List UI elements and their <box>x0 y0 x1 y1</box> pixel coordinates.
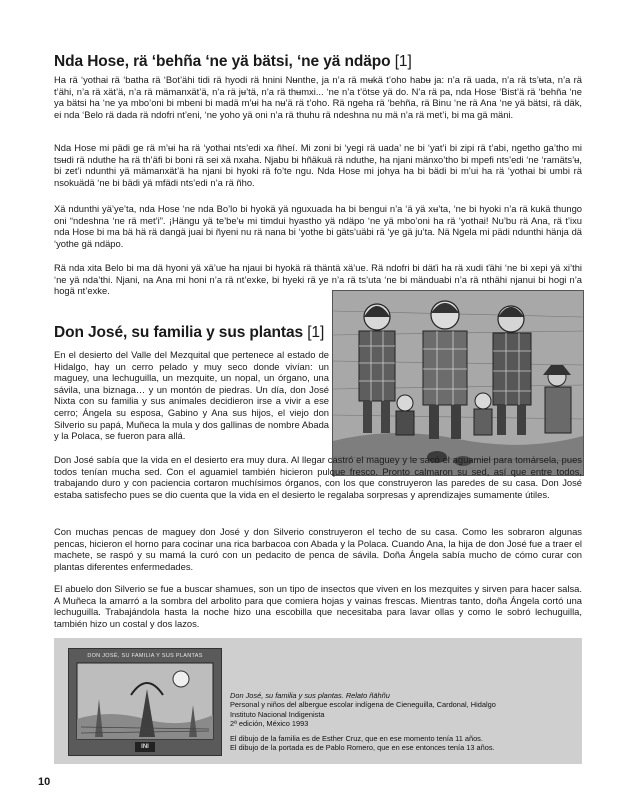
section1-paragraph-4: Rä nda xita Belo bi ma dä hyoni yä xä’ue ha njaui bi hyokä rä thäntä xä’ue. Rä ndofri bi däťi ha rä xudi ťähi ‘ne bi xepi yä xi’thi ‘ne yä nda’thi. Njani, na Ana mi honi n’a rä nt’exke, bi hyeki rä ye n’a rä ts’uta ‘ne bi mänduabi n’a rä nthähi njanui bi hogi n’a hogä nt’exke. <box>54 262 582 297</box>
book-citation-line-3: 2ª edición, México 1993 <box>230 719 309 729</box>
section2-title <box>54 324 324 342</box>
book-citation-title: Don José, su familia y sus plantas. Relato ñähñu <box>230 691 390 700</box>
book-credit-line-2: El dibujo de la portada es de Pablo Romero, que en ese entonces tenía 13 años. <box>230 743 495 753</box>
book-cover-title: DON JOSÉ, SU FAMILIA Y SUS PLANTAS <box>87 653 203 659</box>
section1-paragraph-2: Nda Hose mi pädi ge rä m’ʉi ha rä ‘yothai nts’edi xa ñheí. Mi zoni bi ‘yegi rä uada’ ne bi ‘yat’i bi zipi rä t’abi, ngetho ga’tho mi tsʉdi rä nduthe ha rä th’äfi bi boni rä sei xä nxaha. Njabu bi hñäkuä rä nduthe, ha njani mänxo’tho bi mpefi nts’edi ‘ne ‘ramäts’ʉ, bi zet’i ndunthi yä mämanxät’ä ha njani bi hyoki rä fo’te ngu. Nda Hose mi johya ha bi bädi bi m’ui ha rä ‘yothai bi umbi rä nsokuädä ‘ne bi bädi yä mfädi nts’edi n’a rä ñho. <box>54 142 582 188</box>
book-cover-image <box>68 648 222 756</box>
section1-title-text: Nda Hose, rä ‘behña ‘ne yä bätsi, ‘ne yä ndäpo <box>54 53 391 70</box>
section1-paragraph-1: Ha rä ‘yothai rä ‘batha rä ‘Bot’ähi tidi rä hyodi rä hnini Nʉnthe, ja n’a rä mʉkä t’oho habʉ ja: n’a rä uada, n’a rä ts’ʉta, n’a rä t’ähi, n’a rä xät’ä, n’a rä mämanxät’ä, n’a rä jʉ’tä, n’a rä thʉmxi... ‘ne n’a t’ötse yä do. N’a rä pa, nda Hose ‘Bist’ä rä ‘behña ‘ne ya bätsi ha ‘ne ya mbo’oni bi mbeni bi madä m’ʉi ha nʉ’ä rä t’oho. Rä ngeha rä ‘behña, rä Binu ‘ne rä Ana ‘ne yä bätsi, rä däk, ei nda ‘Belo rä dada rä ndofri nt’eni, ‘ne yoho yä oni n’a rä thuhu rä ndeshna nu mä n’a rä met’i, bi ma gä mäni. <box>54 74 582 120</box>
book-citation-line-2: Instituto Nacional Indigenista <box>230 709 325 719</box>
section2-reference: [1] <box>307 324 325 341</box>
section2-paragraph-3: Con muchas pencas de maguey don José y don Silverio construyeron el techo de su casa. Como les sobraron algunas pencas, hicieron el horno para cocinar una rica barbacoa con Abada y la Polaca. Cuando Ana, la hija de don José fue a traer el machete, se raspó y su mamá la curó con un pedacito de penca de sávila. Doña Ángela sabía mucho de cómo curar con plantas diferentes enfermedades. <box>54 526 582 572</box>
section2-paragraph-4: El abuelo don Silverio se fue a buscar shamues, son un tipo de insectos que viven en los mezquites y sirven para hacer salsa. A Muñeca la amarró a la sombra del arbolito para que comiera hojas y vainas frescas. Mientras tanto, doña Ángela cortó una lechuguilla. Trabajándola hasta la noche hizo una escobilla que necesitaba para lavar ollas y como le sobró lechuguilla, también hizo un costal y dos lazos. <box>54 583 582 629</box>
section1-title <box>54 53 412 71</box>
section1-reference: [1] <box>394 53 412 70</box>
book-cover-illustration <box>69 649 221 755</box>
section2-title-text: Don José, su familia y sus plantas <box>54 324 303 341</box>
family-drawing-illustration <box>333 291 583 475</box>
page-number: 10 <box>38 776 51 788</box>
section1-paragraph-3: Xä ndunthi yä’ye’ta, nda Hose ‘ne nda Bo’lo bi hyokä yä nguxuada ha bi bengui n’a ‘ä yä xʉ’ta, ‘ne bi hyoki n’a rä kukä thungo oni “ndeshna ‘ne rä met’i”. ¡Hängu yä te’be’ʉ mi timdui hyastho yä ndäpo ‘ne yä mbo’oni ha rä ‘yothai! Nu’bu rä Ana, rä t’ixu nda Hose bi ma bä hä rä dangä juai bi ñyeni nu rä nana bi ‘yothe bi gäts’uäbi rä ‘ye gä ju’ta. Nä Ngela mi pädi ndunthi hänja dä ‘yothe gä ndäpo. <box>54 203 582 249</box>
section2-paragraph-1: En el desierto del Valle del Mezquital que pertenece al estado de Hidalgo, hay un cerro pelado y muy seco donde vivían: un maguey, una lechuguilla, un mezquite, un nopal, un órgano, una sávila, una biznaga… y un montón de piedras. Un día, don José Nixta con su familia y sus animales decidieron irse a vivir a ese cerro; Ángela su esposa, Gabino y Ana sus hijos, el viejo don Silverio su papá, Muñeca la mula y dos gallinas de nombre Abada y la Polaca, se fueron para allá. <box>54 349 329 442</box>
book-credit-line-1: El dibujo de la familia es de Esther Cruz, que en ese momento tenía 11 años. <box>230 733 483 743</box>
family-drawing-image <box>332 290 584 476</box>
book-citation <box>230 691 574 752</box>
publisher-logo: INI <box>135 742 155 752</box>
section2-paragraph-2: Don José sabía que la vida en el desierto era muy dura. Al llegar castró el maguey y le sacó el aguamiel para tomársela, pues todos tenían mucha sed. Con el aguamiel también hicieron pulque fresco. Pronto calmaron su sed, así que entre todos, trabajando duro y con paciencia cortaron muchísimos órganos, con los que construyeron las paredes de su casa. Don José estaba satisfecho pues se dio cuenta que la vida en el desierto le regalaba sorpresas y aprendizajes sumamente útiles. <box>54 454 582 500</box>
book-reference-card <box>54 638 582 764</box>
book-citation-line-1: Personal y niños del albergue escolar indígena de Cieneguilla, Cardonal, Hidalgo <box>230 700 496 710</box>
